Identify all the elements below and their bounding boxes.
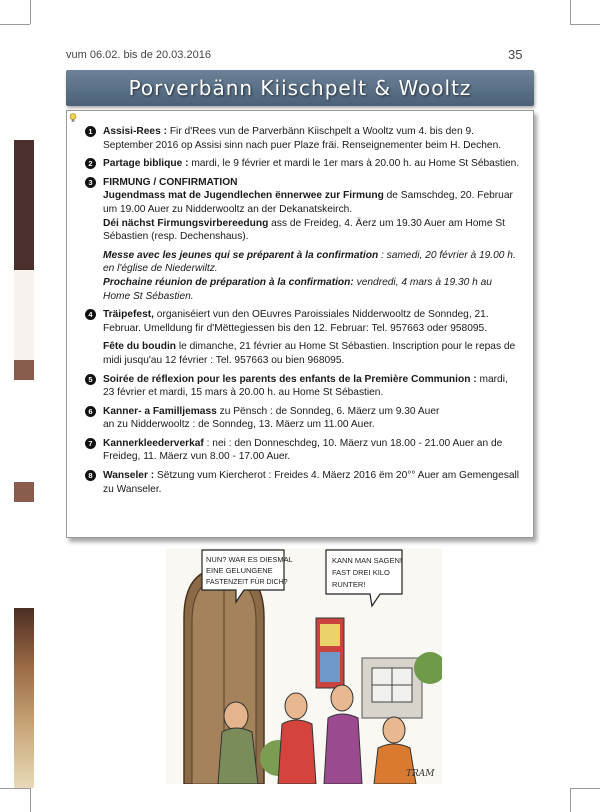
color-strip-light [14, 270, 34, 360]
entry-title: FIRMUNG / CONFIRMATION [103, 176, 238, 188]
crop-mark [30, 0, 31, 24]
entry-text: Sëtzung vum Kiercherot : Freides 4. Mäerz 2016 ëm 20°° Auer am Gemengesall zu Wanseler. [103, 470, 520, 495]
entry-list [81, 125, 521, 501]
entry-text-line2: an zu Nidderwooltz : de Sonndeg, 13. Mäerz um 11.00 Auer. [103, 419, 375, 431]
entry-number: 2 [85, 158, 96, 169]
entry-text: le dimanche, 21 février au Home St Sébastien. Inscription pour le repas de midi jusqu'au 12 février : Tel. 957663 ou bien 968095. [103, 341, 516, 366]
entry-wanseler [81, 469, 521, 496]
entry-subtitle: Prochaine réunion de préparation à la confirmation: [103, 276, 354, 288]
cartoon-illustration [166, 548, 442, 784]
entry-text: mardi, 23 février et mardi, 15 mars à 20.00 h. au Home St Sébastien. [103, 373, 508, 399]
entry-text: Fir d'Rees vun de Parverbänn Kiischpelt a Wooltz vum 4. bis den 9. September 2016 op Assisi sinn nach puer Plaze fräi. Renseignementer beim H. Dechen. [103, 126, 502, 151]
lightbulb-icon [69, 113, 77, 123]
entry-number: 5 [85, 374, 96, 385]
entry-title: Träipefest, [103, 309, 154, 321]
color-strip-dark [14, 140, 34, 270]
crop-mark [570, 788, 571, 812]
crop-mark [0, 788, 30, 789]
entry-text: organiséiert vun den OEuvres Paroissiales Nidderwooltz de Sonndeg, 21. Februar. Umelldung fir d'Mëttegiessen bis den 12. Februar: Tel. 957663 oder 958095. [103, 309, 489, 334]
color-strip-block [14, 360, 34, 380]
bubble-right-line3: RUNTER! [332, 580, 366, 589]
entry-number: 4 [85, 309, 96, 320]
entry-text: vendredi, 4 mars à 19.30 h au Home St Sébastien. [103, 276, 492, 302]
announcement-box [66, 110, 534, 538]
bubble-left-line1: NUN? WAR ES DIESMAL [206, 555, 293, 564]
bubble-left-line3: FASTENZEIT FÜR DICH? [206, 579, 288, 586]
bubble-right-line1: KANN MAN SAGEN! [332, 556, 403, 565]
section-banner [66, 70, 534, 106]
entry-number: 7 [85, 438, 96, 449]
entry-number: 3 [85, 177, 96, 188]
entry-title: Kannerkleederverkaf [103, 437, 204, 449]
entry-familljemass [81, 405, 521, 432]
color-strip-gradient [14, 608, 34, 788]
entry-title: Soirée de réflexion pour les parents des enfants de la Première Communion : [103, 373, 477, 385]
color-strip-block [14, 482, 34, 502]
entry-text: mardi, le 9 février et mardi le 1er mars à 20.00 h. au Home St Sébastien. [188, 158, 520, 170]
bubble-left-line2: EINE GELUNGENE [206, 566, 273, 575]
entry-text: : nei : den Donneschdeg, 10. Mäerz vun 18.00 - 21.00 Auer an de Freideg, 11. Mäerz vun 8.00 - 17.00 Auer. [103, 437, 503, 463]
entry-subtitle: Fête du boudin [103, 341, 176, 353]
entry-title: Assisi-Rees : [103, 126, 167, 137]
entry-title: Kanner- a Familljemass [103, 405, 217, 417]
entry-firmung [81, 176, 521, 303]
crop-mark [570, 0, 571, 24]
entry-text: de Samschdeg, 20. Februar um 19.00 Auer zu Nidderwooltz an der Dekanatskeirch. [103, 190, 513, 215]
entry-number: 8 [85, 470, 96, 481]
entry-text: : samedi, 20 février à 19.00 h. en l'église de Niederwiltz. [103, 249, 516, 275]
entry-number: 1 [85, 126, 96, 137]
entry-partage [81, 157, 521, 171]
crop-mark [30, 788, 31, 812]
header-date-range: vum 06.02. bis de 20.03.2016 [66, 49, 211, 61]
banner-title: Porverbänn Kiischpelt & Wooltz [128, 76, 472, 100]
crop-mark [0, 24, 30, 25]
entry-subtitle: Déi nächst Firmungsvirbereedung [103, 217, 269, 229]
entry-subtitle: Jugendmass mat de Jugendlechen ënnerwee zur Firmung [103, 190, 384, 202]
entry-text: zu Pënsch : de Sonndeg, 6. Mäerz um 9.30 Auer [216, 405, 440, 417]
entry-title: Wanseler : [103, 470, 155, 482]
entry-title: Partage biblique : [103, 158, 189, 170]
bubble-right-line2: FAST DREI KILO [332, 568, 390, 577]
entry-subtitle: Messe avec les jeunes qui se préparent à la confirmation [103, 249, 379, 261]
entry-soiree [81, 373, 521, 400]
cartoon-signature: TRAM [406, 769, 435, 779]
crop-mark [570, 24, 600, 25]
entry-number: 6 [85, 406, 96, 417]
entry-assisi [81, 125, 521, 152]
crop-mark [570, 788, 600, 789]
entry-text: ass de Freideg, 4. Äerz um 19.30 Auer am Home St Sébastien (resp. Dechenshaus). [103, 217, 506, 243]
page-number: 35 [508, 47, 523, 62]
entry-kleederverkaf [81, 437, 521, 464]
entry-traipefest [81, 308, 521, 367]
